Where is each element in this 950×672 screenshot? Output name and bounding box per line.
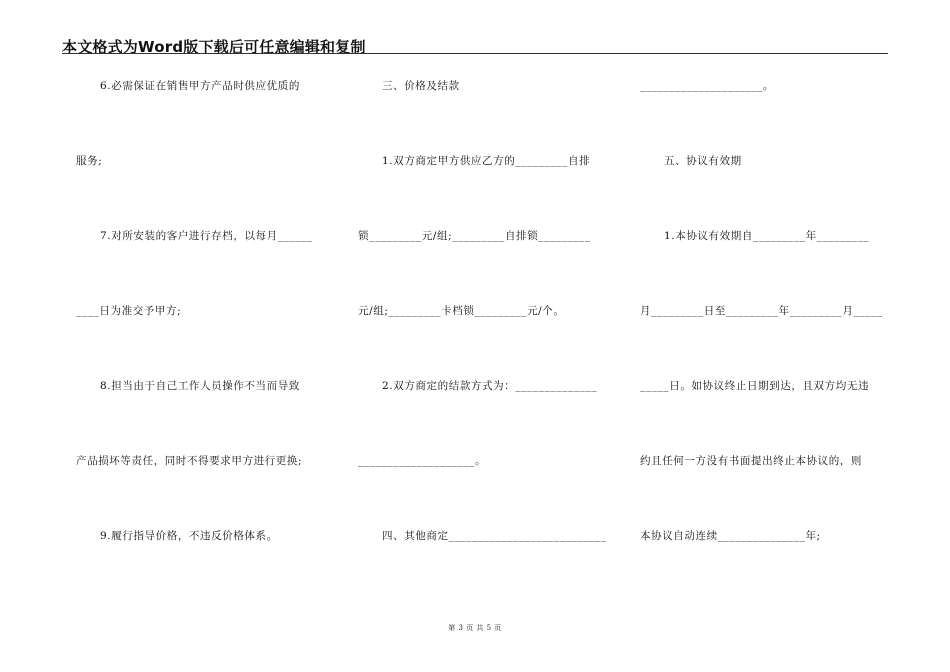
middle-line-1: 三、价格及结款 — [382, 80, 460, 92]
right-line-7: 本协议自动连续_______________年; — [640, 530, 821, 542]
right-line-4: 月_________日至_________年_________月_____ — [640, 305, 883, 317]
middle-line-7: 四、其他商定___________________________ — [382, 530, 607, 542]
header-divider — [62, 53, 888, 54]
right-line-3: 1.本协议有效期自_________年_________ — [664, 230, 870, 242]
middle-line-2: 1.双方商定甲方供应乙方的_________自排 — [382, 155, 591, 167]
right-line-1: _____________________。 — [640, 80, 774, 92]
left-line-6: 产品损坏等责任，同时不得要求甲方进行更换; — [76, 455, 303, 467]
left-line-3: 7.对所安装的客户进行存档，以每月______ — [100, 230, 313, 242]
middle-line-6: ____________________。 — [358, 455, 487, 467]
left-line-4: ____日为准交予甲方; — [76, 305, 182, 317]
page-number-footer: 第 3 页 共 5 页 — [448, 624, 502, 632]
left-line-2: 服务; — [76, 155, 103, 167]
right-line-2: 五、协议有效期 — [664, 155, 742, 167]
left-line-1: 6.必需保证在销售甲方产品时供应优质的 — [100, 80, 300, 92]
middle-line-5: 2.双方商定的结款方式为：______________ — [382, 380, 598, 392]
left-line-7: 9.履行指导价格，不违反价格体系。 — [100, 530, 278, 542]
right-line-5: _____日。如协议终止日期到达，且双方均无违 — [640, 380, 870, 392]
right-line-6: 约且任何一方没有书面提出终止本协议的，则 — [640, 455, 862, 467]
middle-line-4: 元/组;_________卡档锁_________元/个。 — [358, 305, 565, 317]
middle-line-3: 锁_________元/组;_________自排锁_________ — [358, 230, 591, 242]
document-header-title: 本文格式为Word版下载后可任意编辑和复制 — [62, 38, 366, 56]
left-line-5: 8.担当由于自己工作人员操作不当而导致 — [100, 380, 300, 392]
